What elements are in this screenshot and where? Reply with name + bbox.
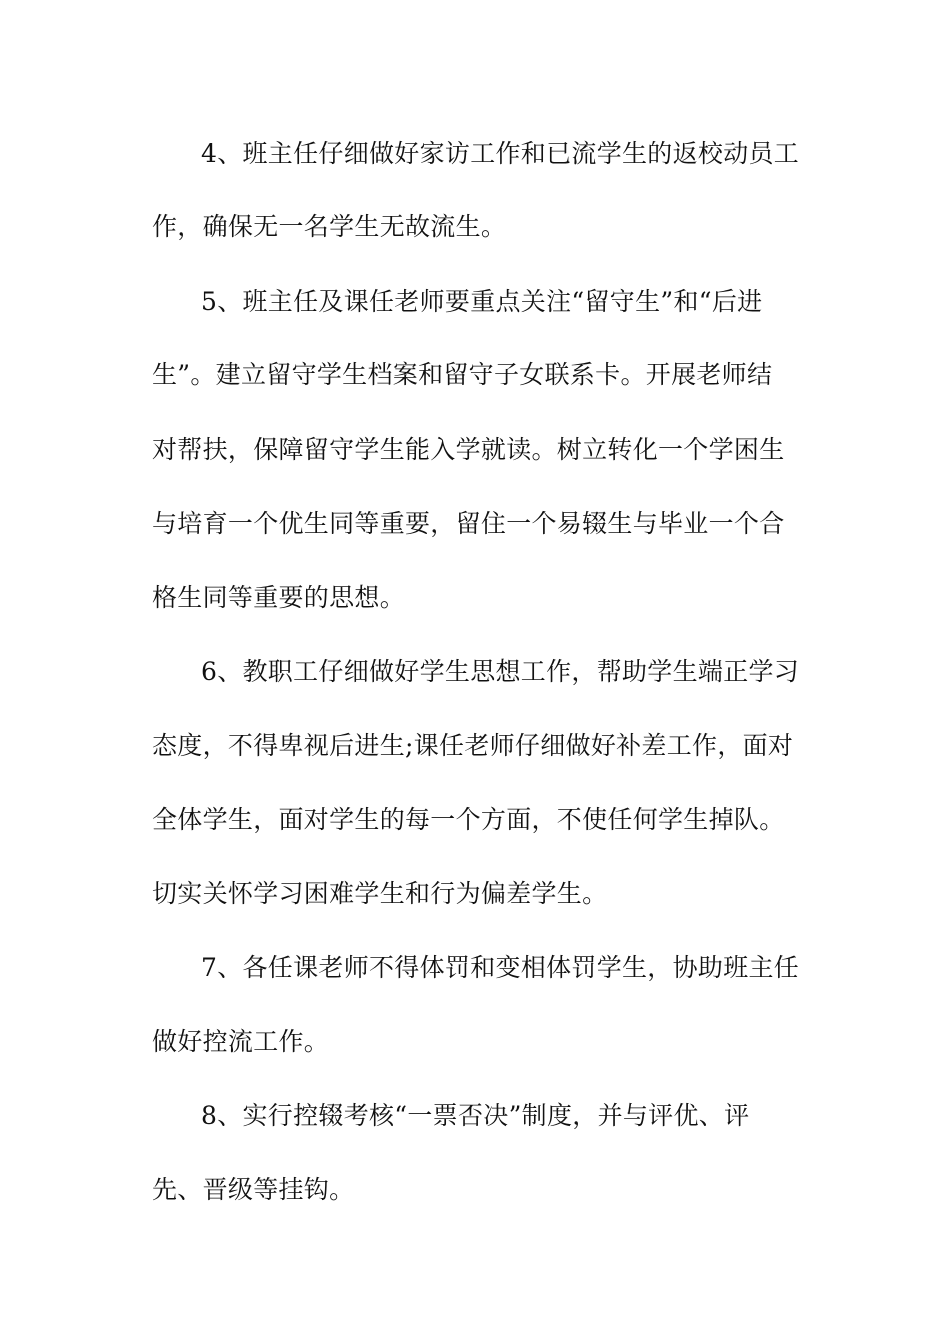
paragraph-8-line-1: 8、实行控辍考核“一票否决”制度，并与评优、评 — [201, 1101, 750, 1130]
paragraph-6-line-1: 6、教职工仔细做好学生思想工作，帮助学生端正学习 — [201, 657, 800, 686]
paragraph-5-line-1: 5、班主任及课任老师要重点关注“留守生”和“后进 — [201, 287, 763, 316]
paragraph-5-line-5: 格生同等重要的思想。 — [152, 583, 406, 612]
paragraph-5-line-3: 对帮扶，保障留守学生能入学就读。树立转化一个学困生 — [152, 435, 785, 464]
paragraph-7-line-1: 7、各任课老师不得体罚和变相体罚学生，协助班主任 — [201, 953, 800, 982]
paragraph-6-line-3: 全体学生，面对学生的每一个方面，不使任何学生掉队。 — [152, 805, 785, 834]
paragraph-6-line-4: 切实关怀学习困难学生和行为偏差学生。 — [152, 879, 608, 908]
paragraph-5-line-2: 生”。建立留守学生档案和留守子女联系卡。开展老师结 — [152, 360, 773, 389]
paragraph-7-line-2: 做好控流工作。 — [152, 1027, 330, 1056]
paragraph-4-line-2: 作，确保无一名学生无故流生。 — [152, 212, 507, 241]
paragraph-6-line-2: 态度，不得卑视后进生;课任老师仔细做好补差工作，面对 — [152, 731, 794, 760]
paragraph-5-line-4: 与培育一个优生同等重要，留住一个易辍生与毕业一个合 — [152, 509, 785, 538]
paragraph-4-line-1: 4、班主任仔细做好家访工作和已流学生的返校动员工 — [201, 139, 800, 168]
paragraph-8-line-2: 先、晋级等挂钩。 — [152, 1175, 355, 1204]
